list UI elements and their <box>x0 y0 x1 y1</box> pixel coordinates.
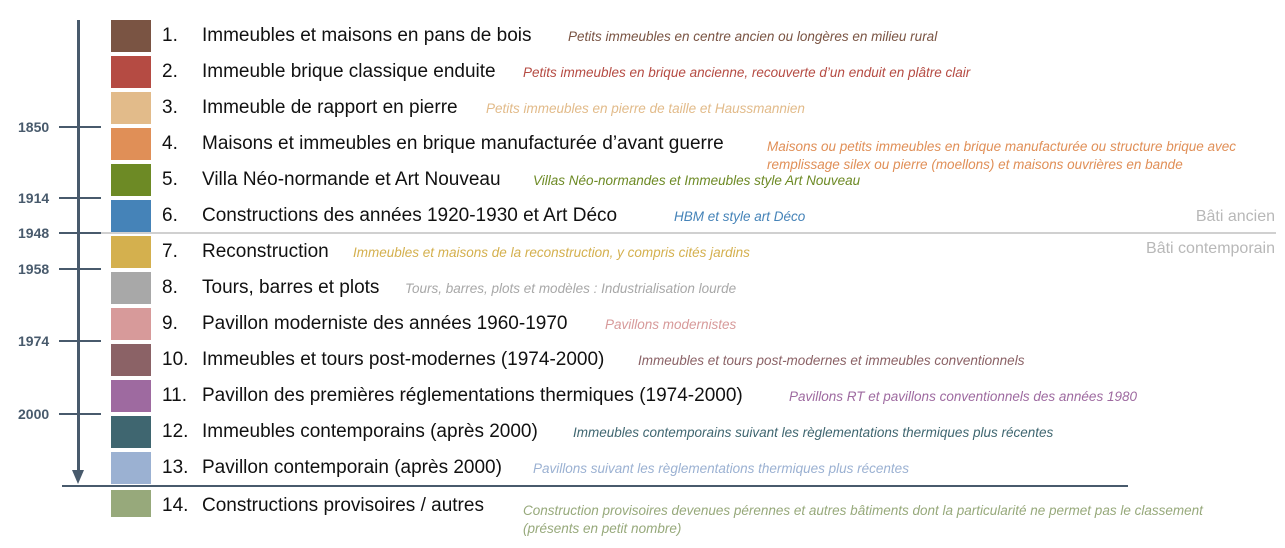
item-title: Reconstruction <box>202 241 329 262</box>
item-title: Immeubles contemporains (après 2000) <box>202 421 538 442</box>
color-swatch <box>111 92 151 124</box>
item-number: 9. <box>162 313 178 334</box>
list-item <box>0 236 1285 270</box>
item-number: 14. <box>162 495 189 516</box>
color-swatch <box>111 200 151 232</box>
item-title: Immeubles et tours post-modernes (1974-2000) <box>202 349 605 370</box>
item-title: Villa Néo-normande et Art Nouveau <box>202 169 501 190</box>
item-description: Immeubles et tours post-modernes et immeubles conventionnels <box>638 353 1025 368</box>
list-item <box>0 344 1285 378</box>
year-label-1850: 1850 <box>18 119 50 135</box>
list-item <box>0 490 1285 536</box>
item-description: Petits immeubles en pierre de taille et Haussmannien <box>486 101 805 116</box>
item-description: Pavillons modernistes <box>605 317 737 332</box>
color-swatch <box>111 452 151 484</box>
color-swatch <box>111 164 151 196</box>
color-swatch <box>111 308 151 340</box>
item-title: Immeuble brique classique enduite <box>202 61 496 82</box>
item-description: Villas Néo-normandes et Immeubles style Art Nouveau <box>533 173 861 188</box>
item-number: 6. <box>162 205 178 226</box>
item-number: 11. <box>162 385 188 406</box>
item-description-line-2: remplissage silex ou pierre (moellons) et maisons ouvrières en bande <box>767 157 1183 172</box>
item-description: Tours, barres, plots et modèles : Industrialisation lourde <box>405 281 737 296</box>
color-swatch <box>111 344 151 376</box>
item-description: HBM et style art Déco <box>674 209 806 224</box>
list-item <box>0 308 1285 342</box>
year-label-1974: 1974 <box>18 333 50 349</box>
item-description-line-1: Maisons ou petits immeubles en brique manufacturée ou structure brique avec <box>767 139 1236 154</box>
item-title: Tours, barres et plots <box>202 277 380 298</box>
item-number: 4. <box>162 133 178 154</box>
item-title: Immeubles et maisons en pans de bois <box>202 25 532 46</box>
item-description: Pavillons RT et pavillons conventionnels des années 1980 <box>789 389 1137 404</box>
item-number: 5. <box>162 169 178 190</box>
item-title: Constructions des années 1920-1930 et Art Déco <box>202 205 618 226</box>
item-title: Pavillon des premières réglementations thermiques (1974-2000) <box>202 385 743 406</box>
item-number: 2. <box>162 61 178 82</box>
list-item <box>0 128 1285 172</box>
color-swatch <box>111 236 151 268</box>
item-description: Immeubles contemporains suivant les règlementations thermiques plus récentes <box>573 425 1054 440</box>
item-number: 10. <box>162 349 189 370</box>
list-item <box>0 20 1285 54</box>
item-description: Petits immeubles en brique ancienne, recouverte d’un enduit en plâtre clair <box>523 65 971 80</box>
item-description <box>523 502 1203 538</box>
color-swatch <box>111 272 151 304</box>
item-description: Immeubles et maisons de la reconstruction, y compris cités jardins <box>353 245 750 260</box>
list-item <box>0 416 1285 450</box>
item-description-line-1: Construction provisoires devenues pérennes et autres bâtiments dont la particularité ne permet pas le classement <box>523 503 1203 518</box>
color-swatch <box>111 490 151 517</box>
year-label-1948: 1948 <box>18 225 50 241</box>
item-title: Pavillon contemporain (après 2000) <box>202 457 502 478</box>
color-swatch <box>111 416 151 448</box>
item-description: Pavillons suivant les règlementations thermiques plus récentes <box>533 461 909 476</box>
item-number: 1. <box>162 25 178 46</box>
item-number: 12. <box>162 421 189 442</box>
item-number: 7. <box>162 241 178 262</box>
item-title: Constructions provisoires / autres <box>202 495 484 516</box>
list-item <box>0 380 1285 414</box>
year-label-2000: 2000 <box>18 406 50 422</box>
zone-label-upper: Bâti ancien <box>1195 208 1275 225</box>
list-item <box>0 56 1285 90</box>
list-item <box>0 92 1285 126</box>
item-description-line-2: (présents en petit nombre) <box>523 521 682 536</box>
color-swatch <box>111 380 151 412</box>
year-label-1958: 1958 <box>18 261 50 277</box>
zone-label-lower: Bâti contemporain <box>1146 240 1275 257</box>
color-swatch <box>111 56 151 88</box>
color-swatch <box>111 128 151 160</box>
list-item <box>0 164 1285 198</box>
item-description: Petits immeubles en centre ancien ou longères en milieu rural <box>568 29 938 44</box>
list-item <box>0 452 1285 486</box>
year-label-1914: 1914 <box>18 190 50 206</box>
color-swatch <box>111 20 151 52</box>
list-item <box>0 200 1285 234</box>
item-number: 8. <box>162 277 178 298</box>
item-number: 3. <box>162 97 178 118</box>
item-number: 13. <box>162 457 189 478</box>
item-title: Immeuble de rapport en pierre <box>202 97 458 118</box>
item-title: Maisons et immeubles en brique manufacturée d’avant guerre <box>202 133 724 154</box>
item-title: Pavillon moderniste des années 1960-1970 <box>202 313 568 334</box>
list-item <box>0 272 1285 306</box>
